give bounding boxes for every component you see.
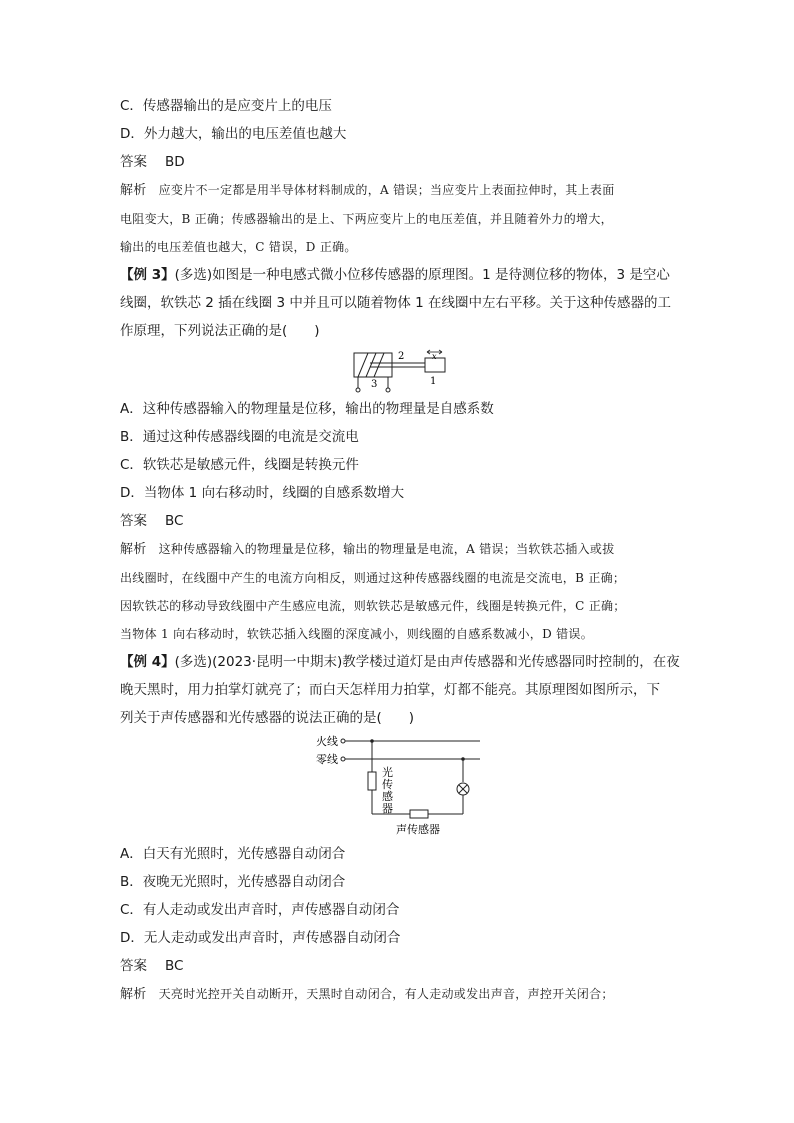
example-3-answer-row [120,507,680,535]
analysis-line: 输出的电压差值也越大，C 错误，D 正确。 [120,240,357,254]
answer-label: 答案 [120,154,147,170]
document-page [120,92,680,1009]
example-3-analysis-line: 出线圈时，在线圈中产生的电流方向相反，则通过这种传感器线圈的电流是交流电，B 正确； [120,571,626,585]
answer-label: 答案 [120,958,147,974]
answer-value: BD [165,154,185,170]
label-3: 3 [371,379,378,390]
example-4-stem-line: 晚天黑时，用力拍掌灯就亮了；而白天怎样用力拍掌，灯都不能亮。其原理图如图所示，下 [120,682,660,698]
example-4-answer-row [120,952,680,980]
option-d: D．外力越大，输出的电压差值也越大 [120,126,347,142]
live-wire-label: 火线 [316,735,338,748]
label-1: 1 [430,376,437,387]
example-4-option-c: C．有人走动或发出声音时，声传感器自动闭合 [120,902,400,918]
answer-value: BC [165,958,184,974]
option-c: C．传感器输出的是应变片上的电压 [120,98,332,114]
example-4-tag: 【例 4】 [120,654,175,670]
svg-text:感: 感 [382,790,393,803]
example-3-option-b: B．通过这种传感器线圈的电流是交流电 [120,429,359,445]
example-4-option-d: D．无人走动或发出声音时，声传感器自动闭合 [120,930,401,946]
example-3-stem-line: 作原理，下列说法正确的是( ) [120,323,320,339]
example-4-analysis-line: 解析 天亮时光控开关自动断开，天黑时自动闭合，有人走动或发出声音，声控开关闭合； [120,987,614,1002]
example-3-option-a: A．这种传感器输入的物理量是位移，输出的物理量是自感系数 [120,401,494,417]
label-2: 2 [398,351,405,362]
analysis-label: 解析 [120,987,147,1002]
inductive-sensor-diagram [120,345,680,395]
analysis-label: 解析 [120,183,147,198]
inductive-sensor-figure [120,345,680,395]
example-3-stem-line: 【例 3】(多选)如图是一种电感式微小位移传感器的原理图。1 是待测位移的物体，3 是空心 [120,267,670,283]
svg-text:器: 器 [382,802,393,815]
neutral-wire-label: 零线 [316,753,338,766]
sound-sensor-label: 声传感器 [396,823,440,836]
example-3-tag: 【例 3】 [120,267,175,283]
example-4-option-a: A．白天有光照时，光传感器自动闭合 [120,846,346,862]
corridor-light-circuit-diagram [120,732,680,840]
example-3-option-c: C．软铁芯是敏感元件，线圈是转换元件 [120,457,359,473]
example-3-analysis-line: 解析 这种传感器输入的物理量是位移，输出的物理量是电流，A 错误；当软铁芯插入或拔 [120,542,615,557]
example-3-stem-line: 线圈，软铁芯 2 插在线圈 3 中并且可以随着物体 1 在线圈中左右平移。关于这种传感器的工 [120,295,672,311]
corridor-light-circuit-figure [120,732,680,840]
example-3-analysis-line: 因软铁芯的移动导致线圈中产生感应电流，则软铁芯是敏感元件，线圈是转换元件，C 正确； [120,599,626,613]
answer-row [120,148,680,176]
label-x: x [432,352,437,361]
light-sensor-label: 光 [382,766,393,779]
svg-text:传: 传 [382,778,393,791]
example-3-analysis-line: 当物体 1 向右移动时，软铁芯插入线圈的深度减小，则线圈的自感系数减小，D 错误。 [120,627,594,641]
example-3-option-d: D．当物体 1 向右移动时，线圈的自感系数增大 [120,485,405,501]
example-4-option-b: B．夜晚无光照时，光传感器自动闭合 [120,874,346,890]
analysis-label: 解析 [120,542,147,557]
example-4-stem-line: 【例 4】(多选)(2023·昆明一中期末)教学楼过道灯是由声传感器和光传感器同时控制的，在夜 [120,654,680,670]
analysis-line: 解析 应变片不一定都是用半导体材料制成的，A 错误；当应变片上表面拉伸时，其上表面 [120,183,615,198]
answer-value: BC [165,513,184,529]
analysis-line: 电阻变大，B 正确；传感器输出的是上、下两应变片上的电压差值，并且随着外力的增大， [120,212,613,226]
answer-label: 答案 [120,513,147,529]
example-4-stem-line: 列关于声传感器和光传感器的说法正确的是( ) [120,710,415,726]
